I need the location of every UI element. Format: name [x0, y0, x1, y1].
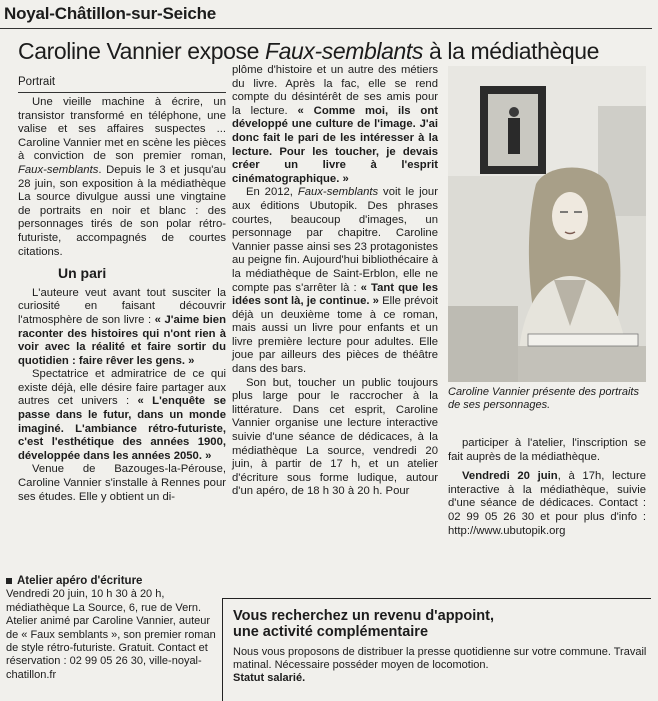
subheading: Un pari	[58, 265, 107, 282]
photo-caption: Caroline Vannier présente des portraits de ses personnages.	[448, 386, 639, 411]
paragraph: Venue de Bazouges-la-Pérouse, Caroline Vannier s'installe à Rennes pour ses études. Elle y obtient un di-	[18, 463, 226, 503]
info-box-title	[6, 575, 222, 588]
square-bullet-icon	[6, 578, 12, 584]
book-title: Faux-semblants	[297, 186, 379, 199]
ad-headline: Vous recherchez un revenu d'appoint,	[233, 608, 495, 624]
text-run: L'auteure veut avant tout susciter la curiosité en faisant découvrir l'atmosphère de son livre :	[18, 286, 226, 326]
classified-ad	[222, 598, 651, 701]
article-column-2	[232, 64, 438, 499]
location-heading: Noyal-Châtillon-sur-Seiche	[4, 4, 217, 23]
photo-illustration	[448, 66, 646, 382]
text-run: plôme d'histoire et un autre des métiers du livre. Après la fac, elle se rend compte du désintérêt de ses amis pour la lecture.	[232, 64, 438, 117]
headline-part: Caroline Vannier expose	[18, 38, 265, 64]
text-run: Une vieille machine à écrire, un transistor transformé en téléphone, une valise et ses affaires suspectes ... Caroline Vannier met en scène les pièces à conviction de son premier roman,	[18, 96, 226, 163]
article-column-1	[18, 96, 226, 504]
quote: « Comme moi, ils ont développé une culture de l'image. J'ai donc fait le pari de les intéresser à la lecture. Pour les toucher, je devais créer un livre à l'esprit cinématographique. »	[232, 104, 438, 185]
paragraph	[448, 470, 646, 538]
paragraph	[18, 368, 226, 463]
ad-text: Nous vous proposons de distribuer la presse quotidienne sur votre commune. Travail matinal. Nécessaire posséder moyen de locomotion.	[233, 646, 647, 672]
quote: « L'enquête se passe dans le futur, dans un monde imaginé. L'ambiance rétro-futuriste, c'est l'esthétique des années 1900, développée dans les années 2050. »	[18, 395, 227, 462]
text-run: voit le jour aux éditions Ubutopik. Des phrases courtes, beaucoup d'images, un personnage par chapitre. Caroline Vannier passe ainsi ses 23 protagonistes au peigne fin. Aujourd'hui bibliothécaire à la médiathèque de Saint-Erblon, elle ne compte pas s'arrêter là :	[232, 186, 438, 294]
quote: « J'aime bien raconter des histoires qui n'ont rien à voir avec la réalité et faire sortir du quotidien : faire rêver les gens. »	[18, 313, 226, 367]
event-info-box	[6, 575, 222, 682]
event-date: Vendredi 20 juin	[462, 470, 558, 483]
paragraph	[18, 287, 226, 369]
ad-subheadline: une activité complémentaire	[233, 624, 429, 640]
paragraph: participer à l'atelier, l'inscription se fait auprès de la médiathèque.	[448, 437, 646, 463]
text-run: Spectatrice et admiratrice de ce qui existe déjà, elle désire faire partager aux autres cet univers :	[18, 368, 226, 408]
text-run: , à 17h, lecture interactive à la médiathèque, suivie d'une séance de dédicaces. Contact : 02 99 05 26 30 et pour plus d'info : http://www.ubutopik.org	[448, 470, 646, 537]
kicker-rule	[18, 92, 226, 93]
paragraph	[232, 186, 438, 376]
headline-part: à la médiathèque	[423, 38, 600, 64]
info-box-title-text: Atelier apéro d'écriture	[17, 575, 143, 587]
paragraph: Son but, toucher un public toujours plus large pour le raccrocher à la littérature. Dans cet esprit, Caroline Vannier organise une lecture interactive suivie d'une séance de dédicaces, à la médiathèque La source, vendredi 20 juin, à partir de 17 h, et un atelier d'écriture sous forme ludique, autour d'un apéro, de 18 h 30 à 20 h. Pour	[232, 376, 438, 498]
quote: « Tant que les idées sont là, je continue. »	[232, 281, 438, 308]
author-photo	[448, 66, 646, 382]
paragraph	[232, 64, 438, 186]
kicker-label: Portrait	[18, 76, 56, 88]
headline	[18, 38, 599, 65]
book-title: Faux-semblants	[18, 163, 99, 176]
text-run: En 2012,	[246, 186, 298, 199]
headline-book-title: Faux-semblants	[264, 38, 423, 64]
info-box-text: Vendredi 20 juin, 10 h 30 à 20 h, médiathèque La Source, 6, rue de Vern. Atelier animé par Caroline Vannier, auteur de « Faux semblants », son premier roman de style rétro-futuriste. Gratuit. Contact et réservation : 02 99 05 26 30, ville-noyal-chatillon.fr	[6, 588, 216, 681]
header-rule	[0, 28, 652, 29]
ad-status: Statut salarié.	[233, 672, 306, 685]
article-column-3	[448, 437, 646, 538]
text-run: . Depuis le 3 et jusqu'au 28 juin, son exposition à la médiathèque La source divulgue aussi une vingtaine de portraits en noir et blanc : des personnages tirés de son polar rétro-futuriste, accompagnés de courtes citations.	[18, 163, 226, 258]
text-run: Elle prévoit déjà un deuxième tome à ce roman, mais aussi un livre pour enfants et un livre première lecture pour adultes. Elle joue par ailleurs des pièces de théâtre dans des bars.	[232, 295, 438, 376]
paragraph	[18, 96, 226, 259]
